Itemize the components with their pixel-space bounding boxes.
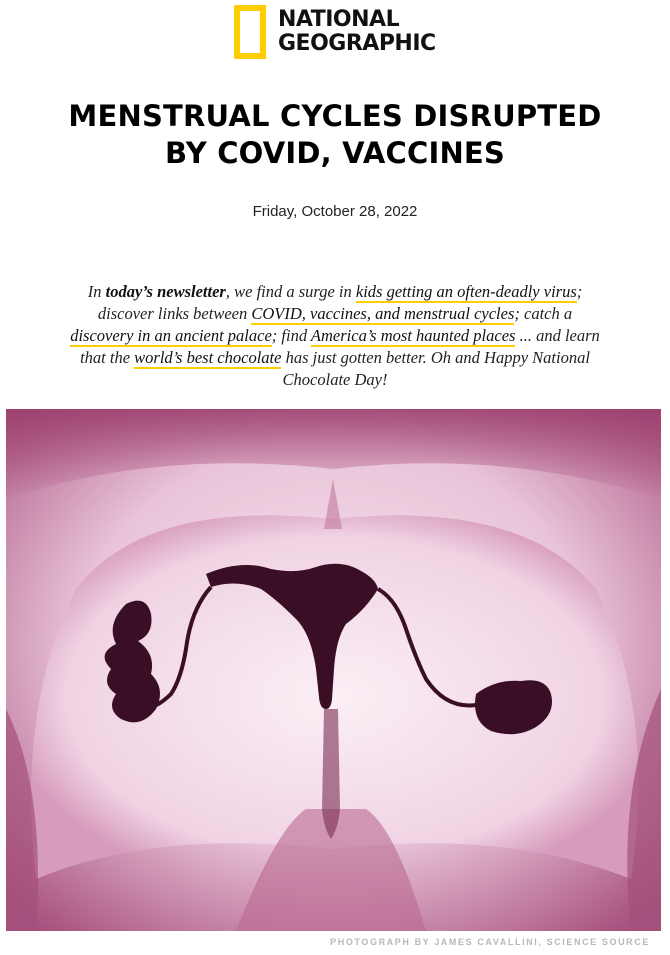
headline — [0, 98, 670, 172]
headline-line-2: BY COVID, VACCINES — [164, 136, 506, 170]
logo-line-1: NATIONAL — [278, 7, 400, 32]
intro-text-6: ... and learn that the — [80, 326, 600, 367]
intro-text-5: ; find — [271, 326, 311, 345]
hero-photo[interactable] — [6, 409, 661, 931]
intro-text-1: In — [87, 282, 106, 301]
yellow-border-frame-icon — [234, 5, 266, 59]
newsletter-intro — [70, 281, 600, 391]
logo-wordmark — [278, 8, 436, 56]
link-kids-virus[interactable]: kids getting an often-deadly virus — [355, 282, 577, 301]
link-haunted-places[interactable]: America’s most haunted places — [310, 326, 516, 345]
intro-text-4: ; catch a — [514, 304, 573, 323]
link-ancient-palace[interactable]: discovery in an ancient palace — [70, 326, 272, 345]
link-best-chocolate[interactable]: world’s best chocolate — [134, 348, 282, 367]
natgeo-logo[interactable] — [234, 0, 436, 60]
link-covid-vaccines-cycles[interactable]: COVID, vaccines, and menstrual cycles — [251, 304, 515, 323]
newsletter-date: Friday, October 28, 2022 — [252, 203, 418, 220]
photo-credit: PHOTOGRAPH BY JAMES CAVALLINI, SCIENCE SOURCE — [330, 937, 650, 947]
intro-text-7: has just gotten better. Oh and Happy National Chocolate Day! — [281, 348, 590, 389]
intro-text-2: , we find a surge in — [225, 282, 356, 301]
intro-text-3: ; discover links between — [97, 282, 583, 323]
logo-line-2: GEOGRAPHIC — [278, 31, 436, 56]
headline-line-1: MENSTRUAL CYCLES DISRUPTED — [68, 99, 602, 133]
uterus-xray-image — [6, 409, 661, 931]
intro-bold-newsletter: today’s newsletter — [105, 282, 226, 301]
